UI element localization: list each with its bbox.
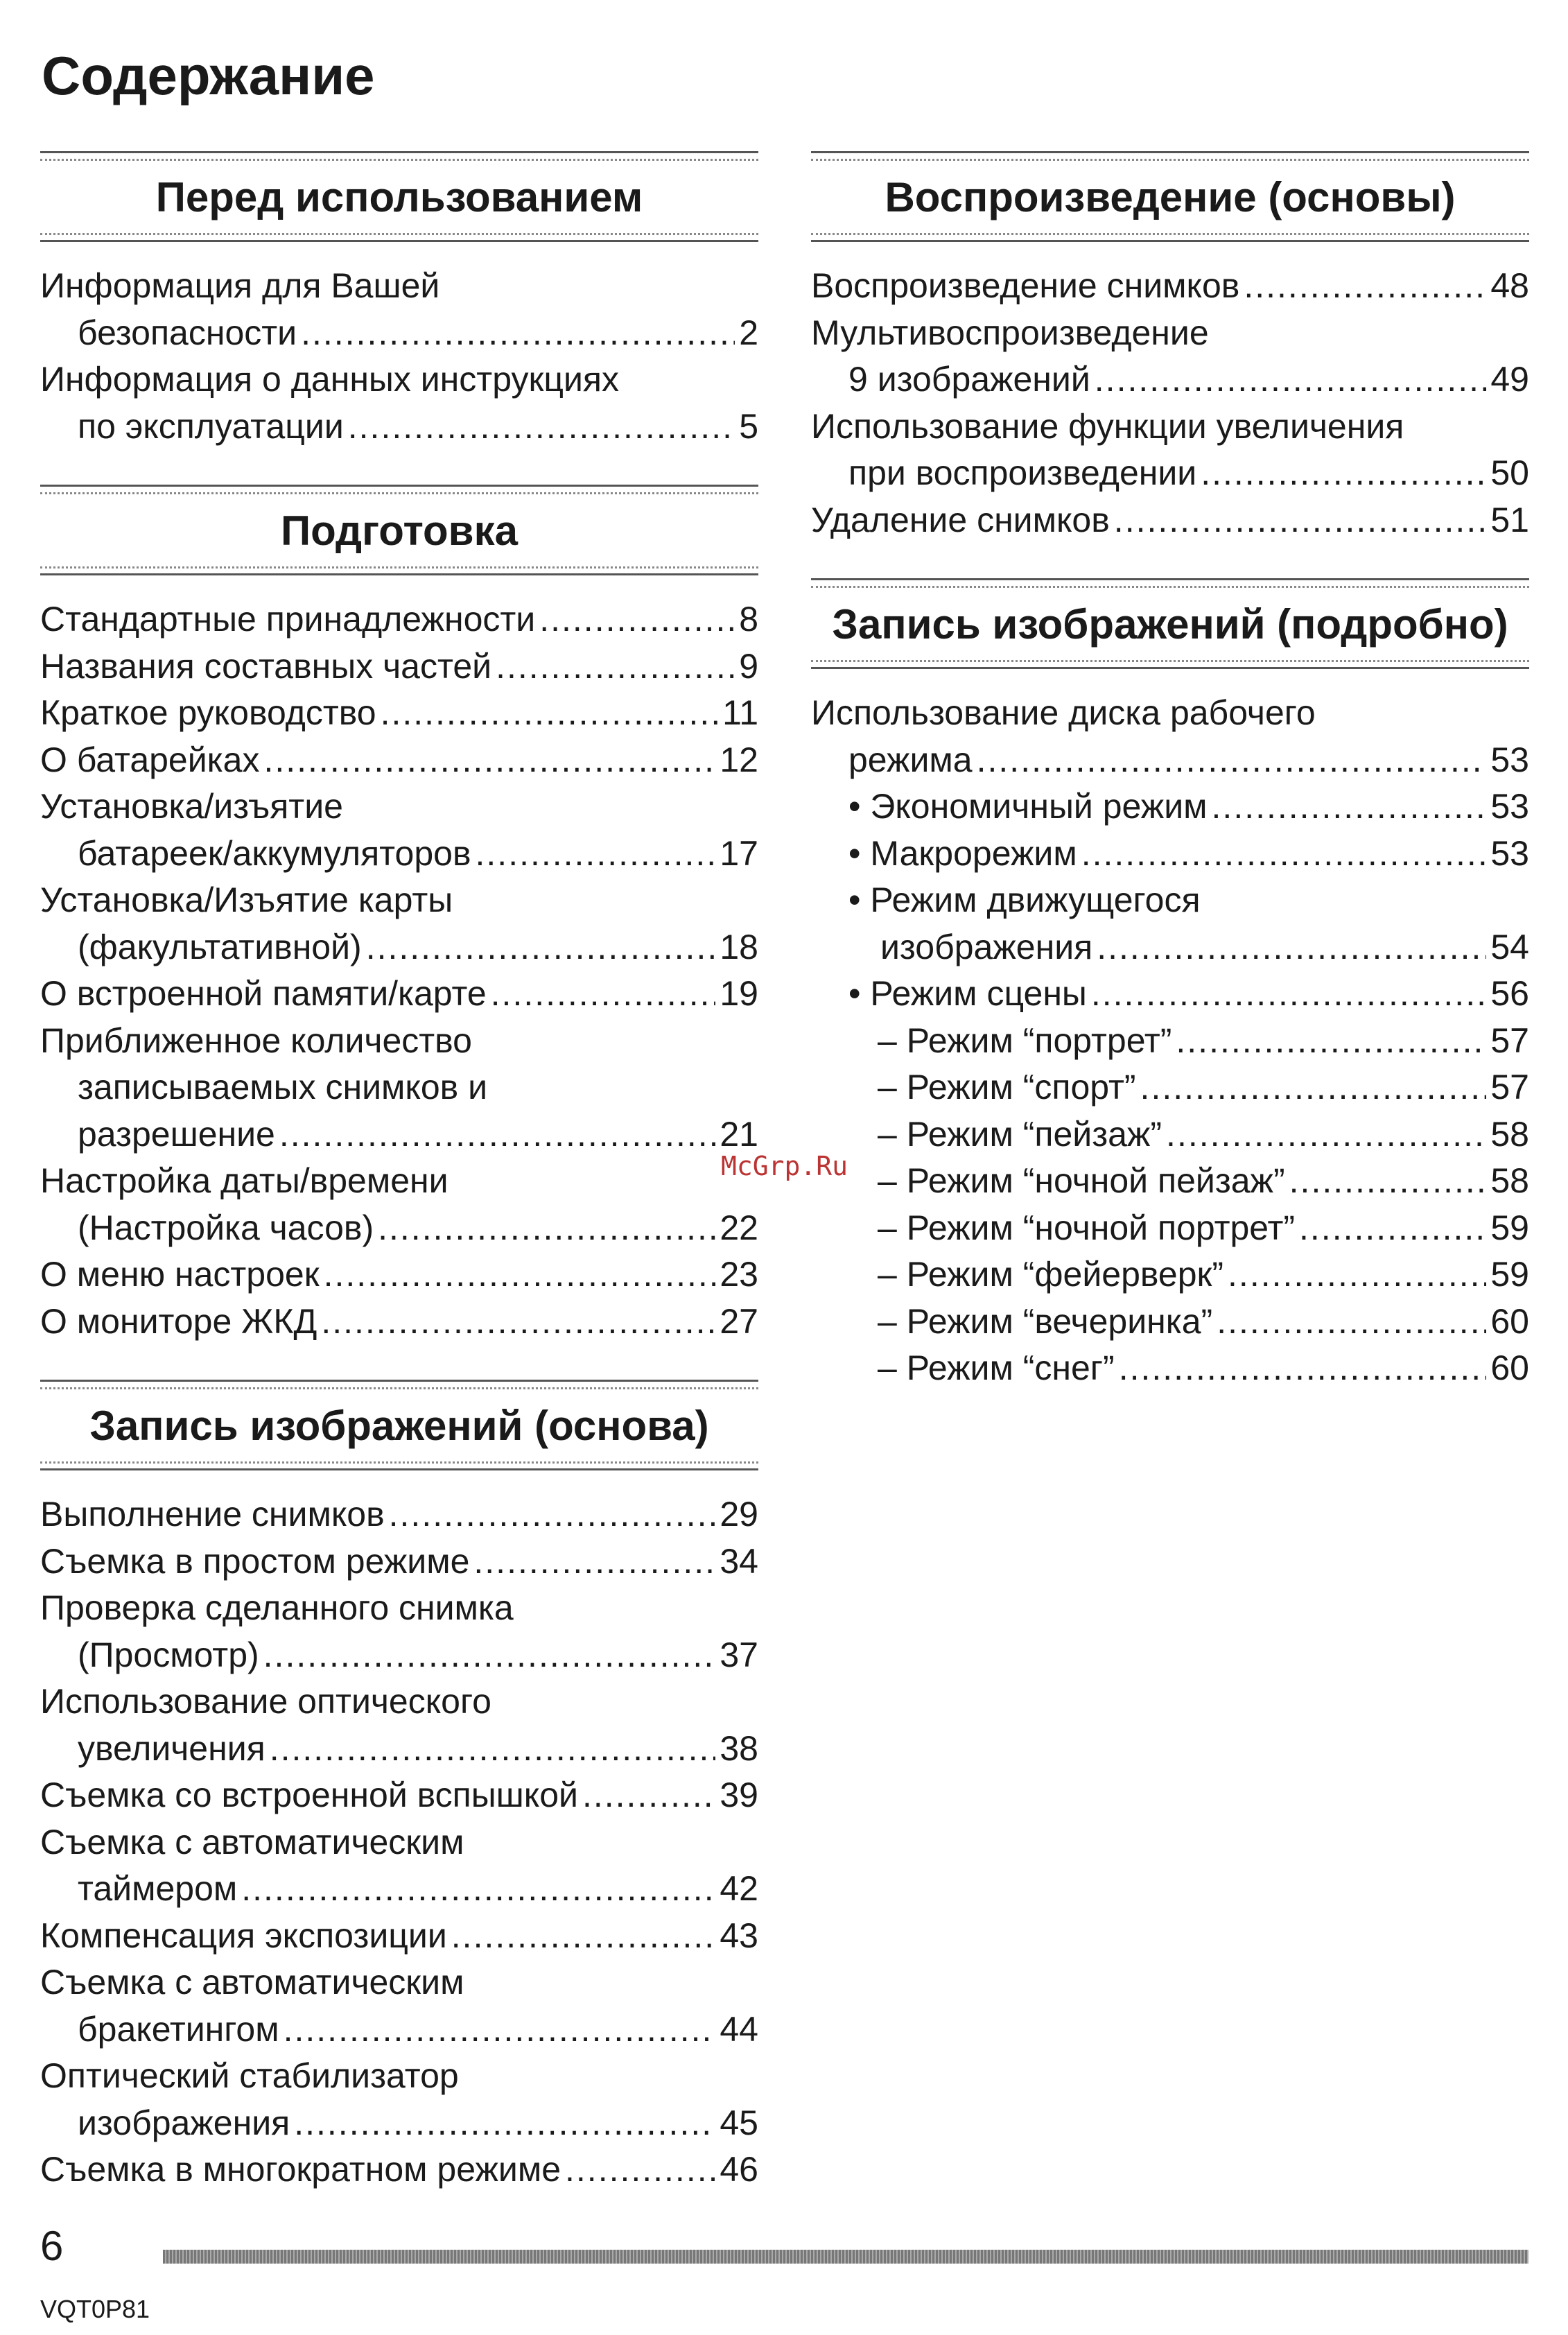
dot-leader (389, 1491, 716, 1538)
section-rule (40, 566, 758, 575)
dot-leader (977, 737, 1487, 784)
toc-page-number: 59 (1490, 1255, 1529, 1294)
dot-leader (1299, 1205, 1486, 1252)
toc-page-number: 53 (1490, 833, 1529, 873)
toc-page-number: 44 (720, 2009, 758, 2049)
section-rule (40, 1461, 758, 1470)
dot-leader (1097, 924, 1486, 971)
section-title: Перед использованием (155, 174, 643, 220)
dot-leader (476, 831, 716, 878)
dot-leader (378, 1205, 715, 1252)
toc-entry-text: Съемка в простом режиме (40, 1541, 470, 1581)
toc-entry-text: бракетингом (78, 2009, 279, 2049)
toc-entry-text: Информация для Вашей (40, 266, 440, 305)
toc-entry-text: Использование оптического (40, 1682, 491, 1721)
toc-page-number: 39 (720, 1776, 758, 1814)
toc-entry-text: разрешение (78, 1114, 275, 1154)
toc-entry-text: – Режим “вечеринка” (878, 1301, 1213, 1341)
toc-entry-text: Удаление снимков (811, 500, 1110, 539)
toc-entry-text: – Режим “ночной портрет” (878, 1208, 1296, 1247)
dot-leader (1166, 1111, 1486, 1158)
toc-page-number: 23 (720, 1255, 758, 1294)
toc-entry-text: (факультативной) (78, 927, 362, 966)
toc-entry[interactable] (811, 1205, 1529, 1252)
toc-entry-text: О батарейках (40, 740, 260, 779)
toc-entry-text: • Экономичный режим (848, 787, 1208, 826)
toc-entry[interactable] (811, 1064, 1529, 1111)
toc-entry-text: О встроенной памяти/карте (40, 974, 487, 1013)
section-title: Запись изображений (подробно) (832, 601, 1508, 648)
toc-entry-text: увеличения (78, 1728, 265, 1768)
toc-entry-text: • Макрорежим (848, 833, 1077, 873)
toc-entry[interactable] (40, 1913, 758, 1960)
toc-entry-text: О меню настроек (40, 1255, 320, 1294)
toc-page-number: 60 (1490, 1348, 1529, 1387)
toc-page-number: 27 (720, 1301, 758, 1341)
section-title: Воспроизведение (основы) (885, 174, 1456, 220)
dot-leader (496, 643, 735, 691)
toc-entry[interactable] (811, 1345, 1529, 1392)
toc-page-number: 57 (1490, 1068, 1529, 1106)
toc-page-number: 17 (720, 833, 758, 873)
dot-leader (539, 596, 735, 643)
page-number: 6 (40, 2223, 64, 2269)
toc-entry-text: Съемка с автоматическим (40, 1963, 464, 2002)
toc-entry-text: – Режим “ночной пейзаж” (878, 1161, 1285, 1200)
toc-entry-text: Компенсация экспозиции (40, 1916, 447, 1955)
toc-entry-text: безопасности (78, 313, 297, 352)
toc-section (40, 485, 758, 1345)
toc-entry-text: Настройка даты/времени (40, 1161, 448, 1200)
toc-entry[interactable] (40, 1678, 758, 1772)
toc-entry[interactable] (811, 971, 1529, 1018)
toc-entry[interactable] (811, 783, 1529, 831)
toc-page-number: 43 (720, 1916, 758, 1955)
toc-entry-text: изображения (880, 927, 1093, 966)
dot-leader (473, 1538, 715, 1586)
toc-entry[interactable] (40, 1251, 758, 1299)
toc-entry[interactable] (40, 643, 758, 691)
section-rule (811, 151, 1529, 161)
section-title: Подготовка (281, 507, 518, 554)
section-rule (40, 485, 758, 494)
dot-leader (1201, 450, 1486, 497)
dot-leader (263, 737, 715, 784)
section-title: Запись изображений (основа) (89, 1403, 709, 1449)
toc-entry-text: Приближенное количество (40, 1021, 472, 1060)
toc-entry-text: Установка/изъятие (40, 787, 343, 826)
dot-leader (1212, 783, 1487, 831)
toc-entry[interactable] (811, 1299, 1529, 1346)
toc-entry-text: Информация о данных инструкциях (40, 360, 619, 399)
toc-entry[interactable] (40, 1959, 758, 2053)
toc-entry[interactable] (40, 1819, 758, 1913)
toc-entry-text: Стандартные принадлежности (40, 600, 536, 639)
section-rule (40, 1380, 758, 1389)
toc-entry-text: О мониторе ЖКД (40, 1301, 317, 1341)
toc-entry[interactable] (40, 1299, 758, 1346)
dot-leader (1289, 1158, 1487, 1205)
dot-leader (1091, 971, 1487, 1018)
dot-leader (324, 1251, 716, 1299)
toc-entry-text: режима (848, 740, 973, 779)
toc-entry[interactable] (811, 1251, 1529, 1299)
toc-entry-text: Краткое руководство (40, 693, 376, 732)
toc-section (811, 151, 1529, 544)
toc-entry[interactable] (811, 263, 1529, 310)
dot-leader (381, 690, 719, 737)
toc-entry-text: – Режим “пейзаж” (878, 1114, 1162, 1154)
toc-entry[interactable] (40, 737, 758, 784)
toc-entry-text: батареек/аккумуляторов (78, 833, 471, 873)
toc-entry-text: – Режим “портрет” (878, 1021, 1172, 1060)
section-rule (811, 233, 1529, 242)
toc-entry[interactable] (40, 1491, 758, 1538)
toc-entry[interactable] (40, 1018, 758, 1158)
toc-entry-text: – Режим “фейерверк” (878, 1255, 1224, 1294)
dot-leader (1140, 1064, 1487, 1111)
dot-leader (279, 1111, 716, 1158)
toc-page-number: 58 (1490, 1114, 1529, 1154)
toc-entry[interactable] (811, 1018, 1529, 1065)
dot-leader (1095, 356, 1487, 403)
toc-page-number: 42 (720, 1869, 758, 1908)
footer-bar (163, 2250, 1528, 2264)
toc-page-number: 38 (720, 1728, 758, 1768)
toc-entry[interactable] (811, 831, 1529, 878)
toc-entry-text: при воспроизведении (848, 453, 1197, 492)
page-title: Содержание (42, 45, 375, 106)
toc-entry-text: – Режим “спорт” (878, 1068, 1136, 1106)
section-rule (811, 578, 1529, 588)
toc-entry-text: – Режим “снег” (878, 1348, 1115, 1387)
toc-section (811, 578, 1529, 1392)
toc-page-number: 59 (1490, 1208, 1529, 1247)
toc-page-number: 53 (1490, 740, 1529, 779)
toc-entry[interactable] (40, 1538, 758, 1586)
toc-entry-text: 9 изображений (848, 360, 1090, 399)
toc-entry[interactable] (811, 877, 1529, 971)
toc-entry-text: таймером (78, 1869, 238, 1908)
toc-entry-text: Съемка в многократном режиме (40, 2150, 561, 2189)
toc-entry[interactable] (40, 2053, 758, 2146)
toc-page-number: 46 (720, 2150, 758, 2189)
dot-leader (1114, 497, 1487, 544)
toc-entry[interactable] (811, 403, 1529, 497)
document-code: VQT0P81 (40, 2295, 150, 2323)
toc-page-number: 12 (720, 740, 758, 779)
toc-entry-text: по эксплуатации (78, 406, 344, 446)
toc-section (40, 151, 758, 450)
dot-leader (294, 2100, 715, 2147)
toc-page-number: 50 (1490, 453, 1529, 492)
toc-entry-text: Использование функции увеличения (811, 406, 1404, 446)
toc-section (40, 1380, 758, 2194)
toc-entry-text: Съемка со встроенной вспышкой (40, 1776, 578, 1814)
toc-entry-text: изображения (78, 2103, 290, 2142)
dot-leader (1119, 1345, 1487, 1392)
dot-leader (491, 971, 716, 1018)
dot-leader (366, 924, 716, 971)
toc-page-number: 21 (720, 1114, 758, 1154)
dot-leader (263, 1632, 716, 1679)
toc-page-number: 9 (739, 646, 758, 686)
toc-entry-text: Оптический стабилизатор (40, 2056, 459, 2095)
toc-entry[interactable] (811, 1111, 1529, 1158)
dot-leader (451, 1913, 716, 1960)
toc-entry[interactable] (40, 783, 758, 877)
toc-entry[interactable] (40, 971, 758, 1018)
toc-entry-text: Съемка с автоматическим (40, 1822, 464, 1861)
toc-entry[interactable] (811, 497, 1529, 544)
toc-entry-text: Названия составных частей (40, 646, 492, 686)
toc-entry[interactable] (40, 596, 758, 643)
toc-page-number: 54 (1490, 927, 1529, 966)
section-rule (40, 233, 758, 242)
toc-page-number: 11 (722, 693, 758, 732)
toc-page-number: 57 (1490, 1021, 1529, 1060)
toc-entry[interactable] (40, 1158, 758, 1251)
toc-entry[interactable] (40, 690, 758, 737)
dot-leader (348, 403, 735, 451)
toc-entry-text: Выполнение снимков (40, 1495, 385, 1534)
toc-page-number: 58 (1490, 1161, 1529, 1200)
toc-entry[interactable] (40, 356, 758, 450)
toc-page-number: 34 (720, 1541, 758, 1581)
toc-entry[interactable] (40, 2146, 758, 2194)
toc-entry[interactable] (40, 263, 758, 356)
toc-entry-text: • Режим сцены (848, 974, 1087, 1013)
dot-leader (270, 1726, 716, 1773)
toc-page-number: 22 (720, 1208, 758, 1247)
toc-page-number: 49 (1490, 360, 1529, 399)
toc-entry[interactable] (811, 310, 1529, 403)
dot-leader (1217, 1299, 1486, 1346)
watermark-text: McGrp.Ru (721, 1151, 848, 1181)
toc-page-number: 5 (739, 406, 758, 446)
toc-page-number: 53 (1490, 787, 1529, 826)
toc-page-number: 29 (720, 1495, 758, 1534)
dot-leader (284, 2006, 716, 2054)
toc-page-number: 8 (739, 600, 758, 639)
dot-leader (565, 2146, 715, 2194)
dot-leader (1228, 1251, 1486, 1299)
toc-entry-text: записываемых снимков и (78, 1068, 488, 1106)
toc-entry[interactable] (40, 877, 758, 971)
toc-entry-text: (Настройка часов) (78, 1208, 374, 1247)
toc-page-number: 60 (1490, 1301, 1529, 1341)
toc-entry[interactable] (811, 1158, 1529, 1205)
toc-entry-text: (Просмотр) (78, 1635, 259, 1674)
toc-entry-text: Мультивоспроизведение (811, 313, 1209, 352)
toc-entry[interactable] (40, 1772, 758, 1819)
toc-page-number: 56 (1490, 974, 1529, 1013)
toc-page-number: 48 (1490, 266, 1529, 305)
dot-leader (321, 1299, 715, 1346)
toc-left-column (40, 151, 758, 2228)
dot-leader (582, 1772, 715, 1819)
dot-leader (1081, 831, 1487, 878)
toc-page-number: 2 (739, 313, 758, 352)
toc-entry[interactable] (40, 1585, 758, 1678)
dot-leader (301, 310, 735, 357)
toc-entry-text: • Режим движущегося (848, 880, 1201, 919)
toc-page-number: 19 (720, 974, 758, 1013)
dot-leader (241, 1866, 715, 1913)
toc-page-number: 37 (720, 1635, 758, 1674)
section-rule (40, 151, 758, 161)
toc-entry-text: Воспроизведение снимков (811, 266, 1240, 305)
toc-right-column (811, 151, 1529, 1427)
section-rule (811, 660, 1529, 669)
dot-leader (1176, 1018, 1486, 1065)
toc-entry-text: Установка/Изъятие карты (40, 880, 453, 919)
toc-entry-text: Использование диска рабочего (811, 693, 1316, 732)
toc-page-number: 18 (720, 927, 758, 966)
toc-page-number: 51 (1490, 500, 1529, 539)
toc-page-number: 45 (720, 2103, 758, 2142)
toc-entry[interactable] (811, 690, 1529, 783)
toc-entry-text: Проверка сделанного снимка (40, 1588, 514, 1627)
dot-leader (1244, 263, 1486, 310)
